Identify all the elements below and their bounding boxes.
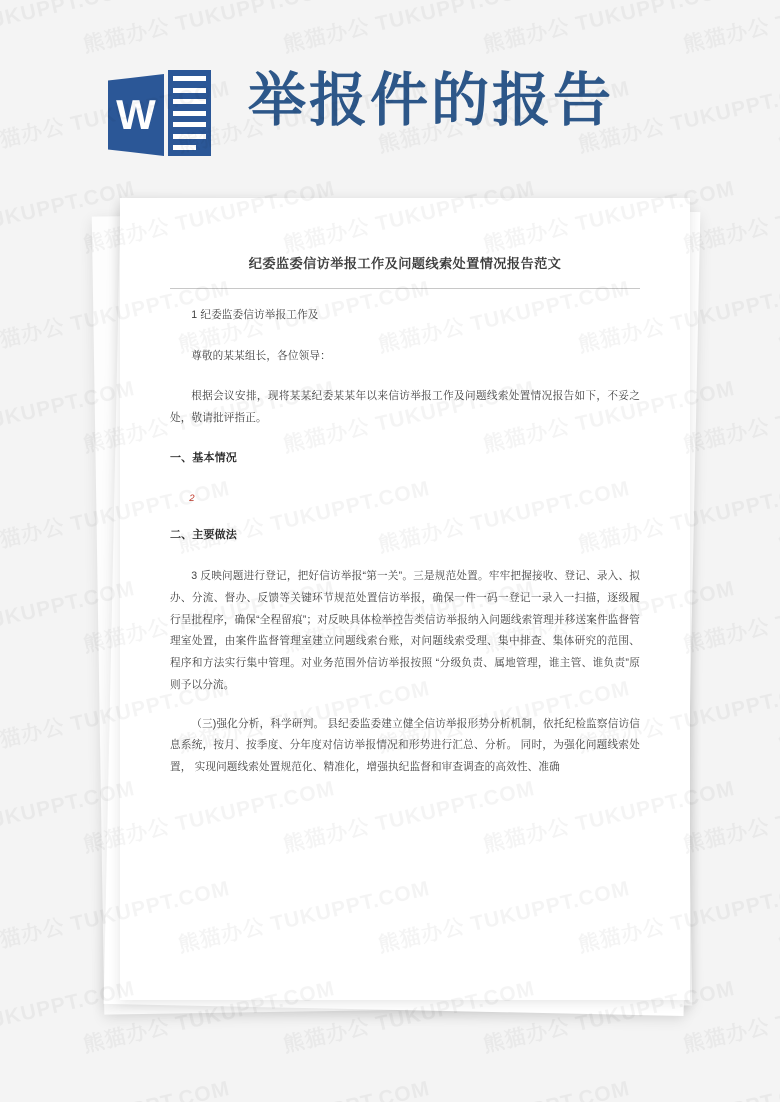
word-icon-line bbox=[173, 111, 206, 116]
word-icon-letter: W bbox=[116, 91, 156, 138]
document-paragraph-subtitle: 1 纪委监委信访举报工作及 bbox=[191, 308, 319, 321]
document-paragraph-section-1: 一、基本情况 bbox=[170, 451, 237, 464]
word-icon-line bbox=[173, 76, 206, 81]
document-paragraph-salutation: 尊敬的某某组长，各位领导： bbox=[191, 349, 331, 362]
document-paragraph-red-marker: 2 bbox=[189, 493, 195, 505]
microsoft-word-icon bbox=[108, 70, 211, 156]
page-title: 举报件的报告 bbox=[248, 68, 615, 133]
word-icon-line bbox=[173, 88, 206, 93]
document-title: 纪委监委信访举报工作及问题线索处置情况报告范文 bbox=[248, 256, 562, 271]
word-icon-document-lines bbox=[168, 70, 211, 156]
word-icon-line bbox=[173, 99, 206, 104]
word-icon-line bbox=[173, 134, 206, 139]
word-icon-line bbox=[173, 145, 196, 150]
document-paragraph-section-2: 二、主要做法 bbox=[170, 528, 237, 541]
document-body bbox=[170, 289, 640, 779]
document-paragraph-intro: 根据会议安排，现将某某纪委某某年以来信访举报工作及问题线索处置情况报告如下，不妥之处，敬请批评指正。 bbox=[170, 390, 640, 424]
document-paragraph-body-1: 3 反映问题进行登记，把好信访举报“第一关”。三是规范处置。牢牢把握接收、登记、录入、拟办、分流、督办、反馈等关键环节规范处置信访举报，确保一件一码一登记一录入一扫描，逐级履行呈批程序，确保“全程留痕”；对反映具体检举控告类信访举报纳入问题线索管理并移送案件监督管理室处置，由案件监督管理室建立问题线索台账，对问题线索受理、集中排查、集体研究的范围、程序和方法实行集中管理。对业务范围外信访举报按照 “分级负责、属地管理，谁主管、谁负责”原则予以分流。 bbox=[170, 570, 640, 691]
word-icon-line bbox=[173, 122, 206, 127]
document-preview bbox=[120, 198, 690, 1000]
page-header bbox=[0, 0, 780, 190]
document-paragraph-body-2: （三)强化分析，科学研判。 县纪委监委建立健全信访举报形势分析机制，依托纪检监察信访信息系统，按月、按季度、分年度对信访举报情况和形势进行汇总、分析。 同时，为强化问题线索处置， 实现问题线索处置规范化、精准化，增强执纪监督和审查调查的高效性、准确 bbox=[170, 717, 640, 773]
